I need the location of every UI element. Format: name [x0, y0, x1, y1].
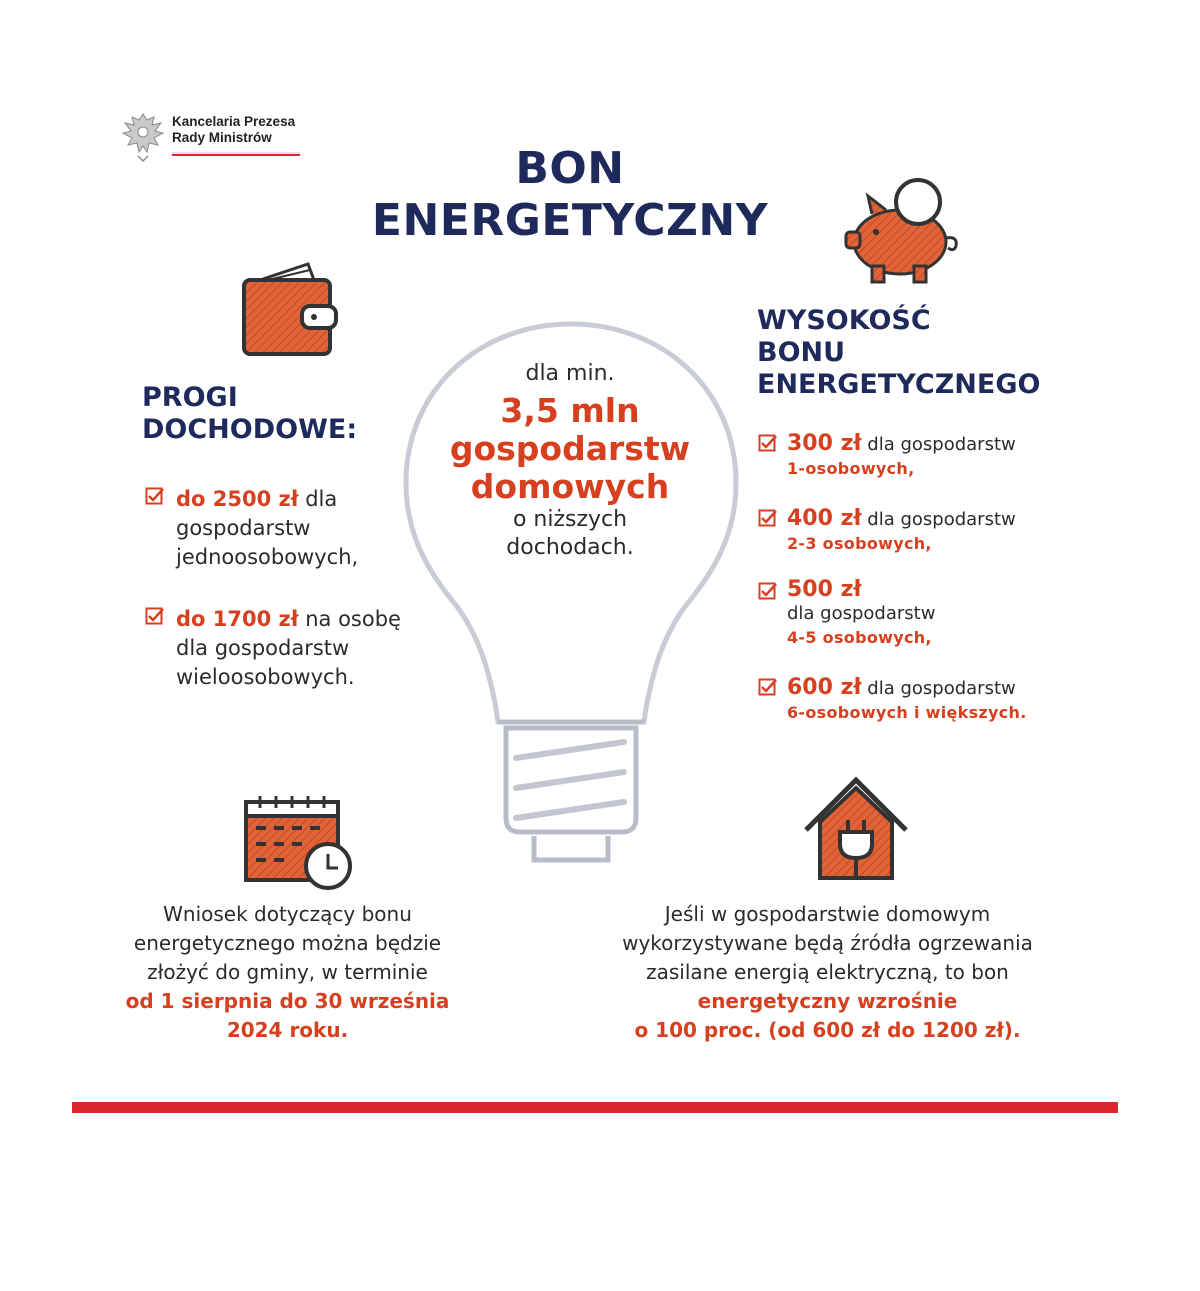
eagle-emblem-icon: [118, 108, 168, 164]
calendar-clock-icon: [240, 792, 360, 892]
brand-line-1: Kancelaria Prezesa: [172, 114, 296, 129]
check-icon: [758, 678, 778, 698]
right-heading-line-2: BONU: [757, 337, 846, 368]
bonus-sub-4: 6-osobowych i większych.: [787, 703, 1027, 722]
center-pre: dla min.: [525, 361, 615, 386]
title-line-2: ENERGETYCZNY: [371, 195, 769, 246]
bonus-amount-4: 600 zł: [787, 675, 862, 700]
bonus-sub-2: 2-3 osobowych,: [787, 534, 932, 553]
brand-line-2: Rady Ministrów: [172, 130, 272, 145]
brand-flag-line: [172, 152, 300, 156]
threshold-rest2-2: dla gospodarstw: [176, 636, 350, 660]
bonus-sub-3: 4-5 osobowych,: [787, 628, 932, 647]
bonus-sub-1: 1-osobowych,: [787, 459, 915, 478]
bonus-amount-heading: [757, 305, 1040, 401]
center-big-3: domowych: [470, 467, 670, 506]
brand-header: [118, 108, 308, 164]
bottom-right-l1: Jeśli w gospodarstwie domowym: [664, 902, 991, 926]
bottom-left-l3: złożyć do gminy, w terminie: [147, 960, 428, 984]
center-post-2: dochodach.: [506, 535, 634, 560]
bonus-text-1: dla gospodarstw: [861, 434, 1016, 455]
bonus-item-1: [787, 432, 1016, 481]
threshold-rest1-2: na osobę: [298, 607, 401, 631]
left-heading-line-1: PROGI: [142, 382, 238, 413]
bottom-left-l2: energetycznego można będzie: [133, 931, 442, 955]
bulb-center-text: [400, 360, 740, 562]
bonus-text-4: dla gospodarstw: [861, 678, 1016, 699]
bonus-item-3: [787, 578, 935, 650]
wallet-icon: [238, 258, 342, 358]
check-icon: [145, 607, 165, 627]
bottom-left-l5: 2024 roku.: [226, 1018, 349, 1042]
bonus-amount-3: 500 zł: [787, 577, 862, 602]
bottom-right-l3: zasilane energią elektryczną, to bon: [646, 960, 1009, 984]
application-deadline-text: [100, 900, 475, 1045]
check-icon: [145, 487, 165, 507]
check-icon: [758, 509, 778, 529]
center-post-1: o niższych: [512, 507, 628, 532]
check-icon: [758, 434, 778, 454]
bottom-left-l1: Wniosek dotyczący bonu: [163, 902, 412, 926]
threshold-amount-2: do 1700 zł: [176, 607, 299, 631]
threshold-rest3-2: wieloosobowych.: [176, 665, 355, 689]
threshold-rest2-1: gospodarstw: [176, 516, 311, 540]
piggy-bank-icon: [842, 176, 964, 288]
bottom-right-l5: o 100 proc. (od 600 zł do 1200 zł).: [634, 1018, 1021, 1042]
bonus-amount-2: 400 zł: [787, 506, 862, 531]
threshold-rest3-1: jednoosobowych,: [176, 545, 359, 569]
bottom-left-l4: od 1 sierpnia do 30 września: [125, 989, 450, 1013]
center-big-1: 3,5 mln: [500, 391, 640, 430]
threshold-rest1-1: dla: [298, 487, 338, 511]
bonus-amount-1: 300 zł: [787, 431, 862, 456]
left-heading-line-2: DOCHODOWE:: [142, 414, 358, 445]
bottom-right-l2: wykorzystywane będą źródła ogrzewania: [622, 931, 1033, 955]
bonus-text-2: dla gospodarstw: [861, 509, 1016, 530]
bottom-right-l4: energetyczny wzrośnie: [697, 989, 958, 1013]
bottom-divider: [72, 1102, 1118, 1113]
center-big-2: gospodarstw: [449, 429, 691, 468]
threshold-item-2: [176, 605, 401, 692]
bonus-item-4: [787, 676, 1027, 725]
bonus-item-2: [787, 507, 1016, 556]
page-title: [330, 143, 810, 247]
electric-heating-text: [570, 900, 1085, 1045]
house-plug-icon: [800, 774, 912, 882]
check-icon: [758, 582, 778, 602]
right-heading-line-1: WYSOKOŚĆ: [757, 305, 931, 336]
income-thresholds-heading: [142, 382, 357, 446]
bonus-text-3: dla gospodarstw: [787, 603, 936, 624]
brand-name: [172, 114, 295, 146]
threshold-item-1: [176, 485, 358, 572]
title-line-1: BON: [515, 143, 625, 194]
right-heading-line-3: ENERGETYCZNEGO: [757, 369, 1041, 400]
threshold-amount-1: do 2500 zł: [176, 487, 299, 511]
